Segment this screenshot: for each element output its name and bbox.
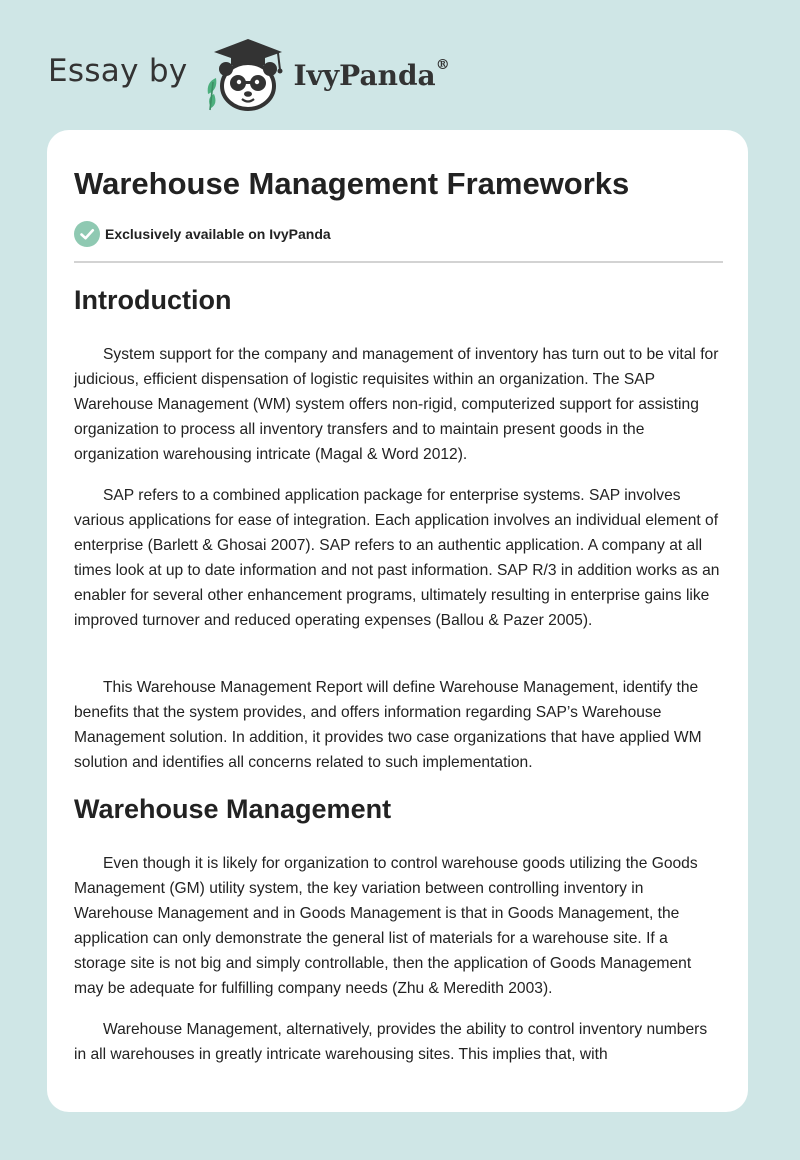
essay-card [47,130,748,1112]
essay-title: Warehouse Management Frameworks [74,166,630,201]
paragraph: SAP refers to a combined application package for enterprise systems. SAP involves various applications for ease of integration. Each application involves an individual element of enterprise (Barlett & Ghosai 2007). SAP refers to an authentic application. A company at all times look at up to date information and not past information. SAP R/3 in addition works as an enabler for several other enhancement programs, ultimately resulting in enterprise gains like improved turnover and reduced operating expenses (Ballou & Pazer 2005). [74,487,720,629]
exclusive-badge [74,221,331,247]
paragraph: This Warehouse Management Report will define Warehouse Management, identify the benefits that the system provides, and offers information regarding SAP’s Warehouse Management solution. In addition, it provides two case organizations that have applied WM solution and identifies all concerns related to such implementation. [74,679,702,771]
exclusive-label: Exclusively available on IvyPanda [105,226,331,242]
title-divider [74,261,723,263]
section-heading-introduction: Introduction [74,285,232,315]
paragraph: Even though it is likely for organization to control warehouse goods utilizing the Goods Management (GM) utility system, the key variation between controlling inventory in Warehouse Management and in Goods Management is that in Goods Management, the application can only demonstrate the general list of materials for a warehouse site. If a storage site is not big and simply controllable, then the application of Goods Management may be adequate for fulfilling company needs (Zhu & Meredith 2003). [74,855,698,997]
site-header [48,34,450,114]
brand-name[interactable] [293,56,450,92]
brand-text: IvyPanda [293,58,436,92]
check-circle-icon [74,221,100,247]
paragraph: Warehouse Management, alternatively, provides the ability to control inventory numbers in all warehouses in greatly intricate warehousing sites. This implies that, with [74,1021,708,1063]
registered-mark: ® [435,56,450,73]
panda-logo-icon[interactable] [204,36,288,112]
paragraph: System support for the company and management of inventory has turn out to be vital for judicious, efficient dispensation of logistic requisites within an organization. The SAP Warehouse Management (WM) system offers non-rigid, computerized support for assisting organization to process all inventory transfers and to maintain present goods in the organization warehousing intricate (Magal & Word 2012). [74,346,719,463]
section-heading-warehouse-management: Warehouse Management [74,794,392,824]
essay-by-label: Essay by [48,53,188,89]
